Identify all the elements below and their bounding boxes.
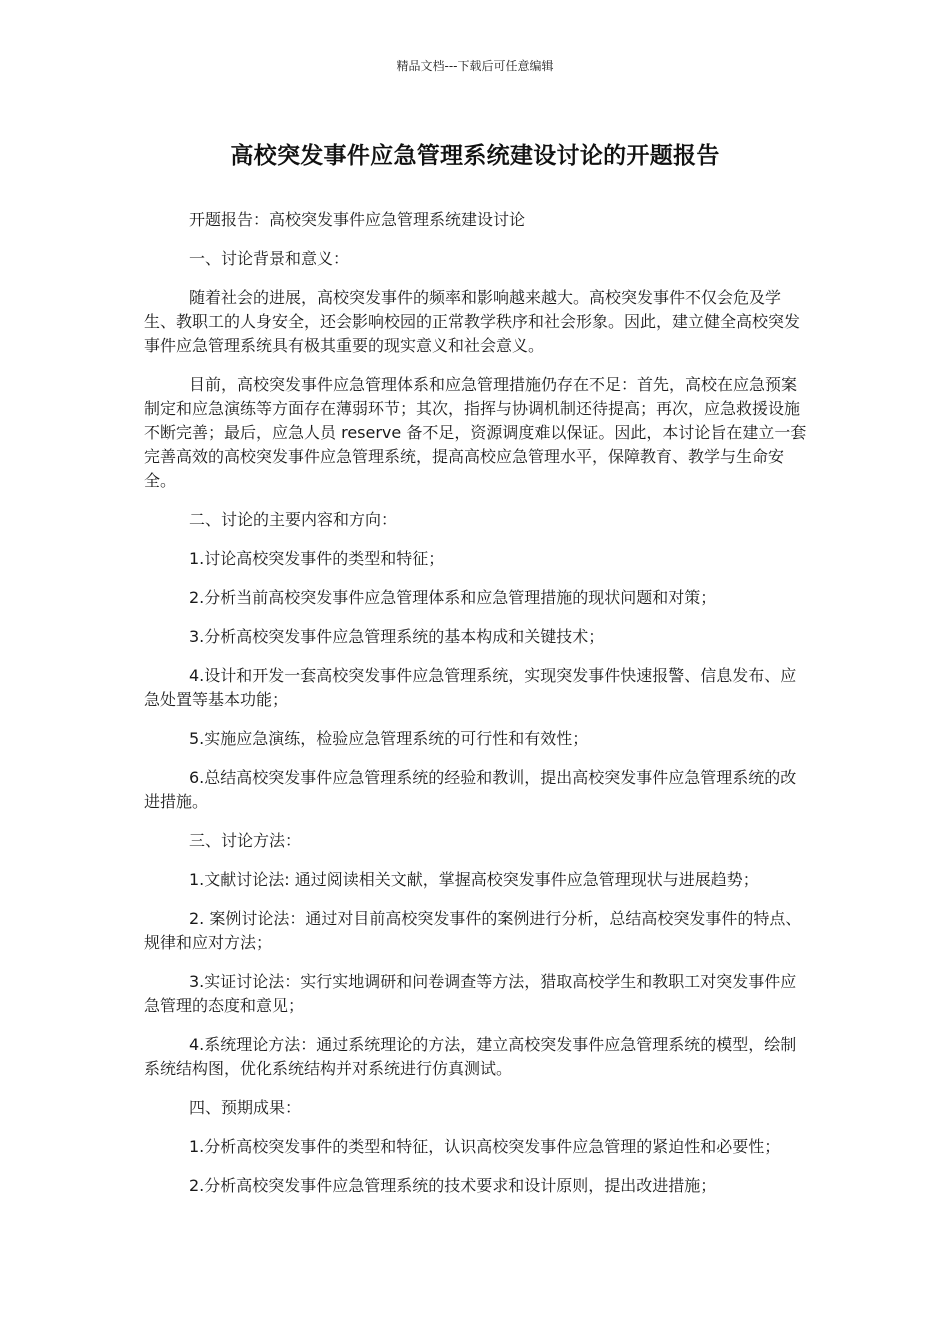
document-body	[144, 208, 808, 1213]
list-item-content-3: 3.分析高校突发事件应急管理系统的基本构成和关键技术；	[189, 627, 605, 646]
list-item-outcome-1: 1.分析高校突发事件的类型和特征，认识高校突发事件应急管理的紧迫性和必要性；	[189, 1137, 781, 1156]
list-item-content-1: 1.讨论高校突发事件的类型和特征；	[189, 549, 445, 568]
paragraph-background: 随着社会的进展，高校突发事件的频率和影响越来越大。高校突发事件不仅会危及学生、教职工的人身安全，还会影响校园的正常教学秩序和社会形象。因此，建立健全高校突发事件应急管理系统具有极其重要的现实意义和社会意义。	[144, 288, 801, 355]
list-item-content-5: 5.实施应急演练，检验应急管理系统的可行性和有效性；	[189, 729, 589, 748]
list-item-method-3: 3.实证讨论法：实行实地调研和问卷调查等方法，猎取高校学生和教职工对突发事件应急管理的态度和意见；	[144, 972, 797, 1015]
list-item-method-4: 4.系统理论方法：通过系统理论的方法，建立高校突发事件应急管理系统的模型，绘制系统结构图，优化系统结构并对系统进行仿真测试。	[144, 1035, 797, 1078]
page-header-note: 精品文档---下载后可任意编辑	[396, 59, 554, 73]
list-item-content-6: 6.总结高校突发事件应急管理系统的经验和教训，提出高校突发事件应急管理系统的改进措施。	[144, 768, 797, 811]
section-heading-background: 一、讨论背景和意义：	[189, 249, 350, 268]
list-item-method-1: 1.文献讨论法: 通过阅读相关文献，掌握高校突发事件应急管理现状与进展趋势；	[189, 870, 759, 889]
section-heading-outcomes: 四、预期成果：	[189, 1098, 302, 1117]
list-item-method-2: 2. 案例讨论法：通过对目前高校突发事件的案例进行分析，总结高校突发事件的特点、规律和应对方法；	[144, 909, 802, 952]
paragraph-intro: 开题报告：高校突发事件应急管理系统建设讨论	[189, 210, 526, 229]
section-heading-content: 二、讨论的主要内容和方向：	[189, 510, 398, 529]
section-heading-methods: 三、讨论方法：	[189, 831, 302, 850]
list-item-content-2: 2.分析当前高校突发事件应急管理体系和应急管理措施的现状问题和对策；	[189, 588, 717, 607]
list-item-outcome-2: 2.分析高校突发事件应急管理系统的技术要求和设计原则，提出改进措施；	[189, 1176, 717, 1195]
paragraph-current-status: 目前，高校突发事件应急管理体系和应急管理措施仍存在不足：首先，高校在应急预案制定和应急演练等方面存在薄弱环节；其次，指挥与协调机制还待提高；再次，应急救援设施不断完善；最后，应急人员 reserve 备不足，资源调度难以保证。因此，本讨论旨在建立一套完善高效的高校突发事件应急管理系统，提高高校应急管理水平，保障教育、教学与生命安全。	[144, 375, 807, 490]
list-item-content-4: 4.设计和开发一套高校突发事件应急管理系统，实现突发事件快速报警、信息发布、应急处置等基本功能；	[144, 666, 797, 709]
document-title: 高校突发事件应急管理系统建设讨论的开题报告	[230, 143, 720, 169]
